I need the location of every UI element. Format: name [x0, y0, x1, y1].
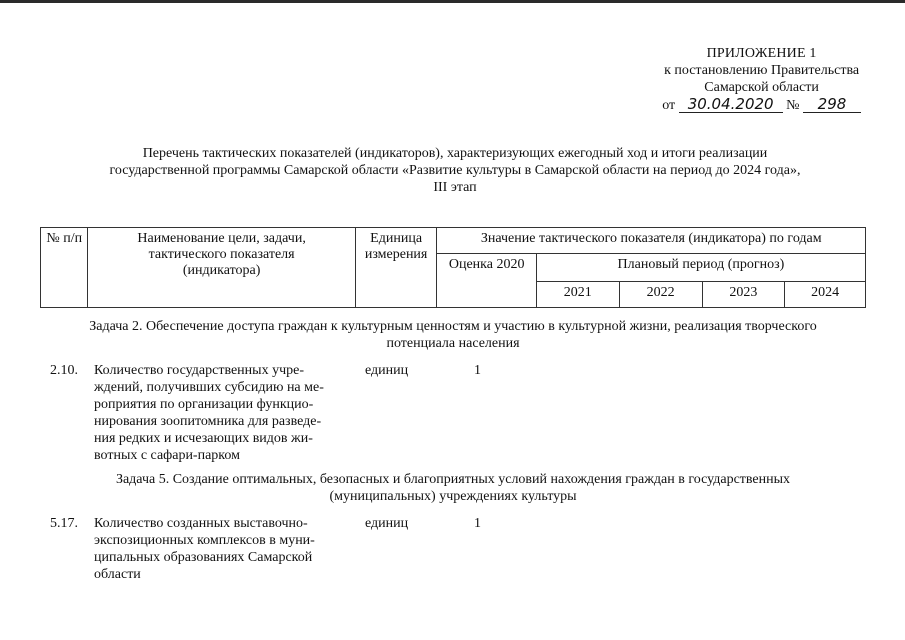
title-line2: государственной программы Самарской области «Развитие культуры в Самарской области на период до 2024 года», — [109, 163, 801, 178]
title-line1: Перечень тактических показателей (индикаторов), характеризующих ежегодный ход и итоги реализации — [142, 146, 768, 161]
row-text-line: роприятия по организации функцио- — [94, 397, 314, 412]
task-2-line2: потенциала населения — [386, 336, 520, 351]
row-unit: единиц — [365, 516, 409, 531]
appendix-line1: к постановлению Правительства — [664, 63, 860, 78]
col-header-plan: Плановый период (прогноз) — [536, 254, 865, 282]
task-5-heading — [40, 471, 866, 505]
row-indicator-name — [94, 515, 346, 583]
row-text-line: Количество созданных выставочно- — [94, 516, 308, 531]
col-header-unit: Единица измерения — [355, 228, 437, 308]
from-label: от — [662, 98, 676, 113]
row-text-line: ния редких и исчезающих видов жи- — [94, 431, 313, 446]
task-5-line2: (муниципальных) учреждениях культуры — [329, 489, 577, 504]
row-number: 5.17. — [50, 516, 78, 531]
row-value-2020: 1 — [474, 363, 481, 378]
col-header-year: 2024 — [785, 282, 866, 308]
col-header-year: 2023 — [702, 282, 785, 308]
task-2-line1: Задача 2. Обеспечение доступа граждан к культурным ценностям и участию в культурной жизни, реализация творческого — [89, 319, 817, 334]
row-number: 2.10. — [50, 363, 78, 378]
task-2-heading — [40, 318, 866, 352]
title-line3: III этап — [433, 180, 477, 195]
top-border — [0, 0, 905, 3]
appendix-header — [662, 45, 861, 114]
handwritten-date: 30.04.2020 — [679, 97, 783, 113]
row-text-line: вотных с сафари-парком — [94, 448, 240, 463]
appendix-line2: Самарской области — [704, 80, 819, 95]
number-label: № — [786, 98, 800, 113]
col-header-estimate: Оценка 2020 — [437, 254, 536, 308]
col-header-year: 2021 — [536, 282, 619, 308]
indicators-table-header — [40, 227, 866, 308]
row-text-line: ципальных образованиях Самарской — [94, 550, 313, 565]
row-text-line: нирования зоопитомника для разведе- — [94, 414, 322, 429]
row-text-line: экспозиционных комплексов в муни- — [94, 533, 315, 548]
row-indicator-name — [94, 362, 346, 464]
col-header-num: № п/п — [41, 228, 88, 308]
task-5-line1: Задача 5. Создание оптимальных, безопасных и благоприятных условий нахождения граждан в государственных — [115, 472, 791, 487]
row-unit: единиц — [365, 363, 409, 378]
col-header-value: Значение тактического показателя (индикатора) по годам — [437, 228, 866, 254]
row-value-2020: 1 — [474, 516, 481, 531]
handwritten-number: 298 — [803, 97, 861, 113]
appendix-title: ПРИЛОЖЕНИЕ 1 — [706, 46, 817, 61]
row-text-line: области — [94, 567, 141, 582]
row-text-line: Количество государственных учре- — [94, 363, 304, 378]
col-header-name: Наименование цели, задачи, тактического показателя (индикатора) — [88, 228, 355, 308]
document-title — [60, 145, 850, 196]
col-header-year: 2022 — [619, 282, 702, 308]
appendix-date-line — [662, 97, 861, 114]
row-text-line: ждений, получивших субсидию на ме- — [94, 380, 324, 395]
